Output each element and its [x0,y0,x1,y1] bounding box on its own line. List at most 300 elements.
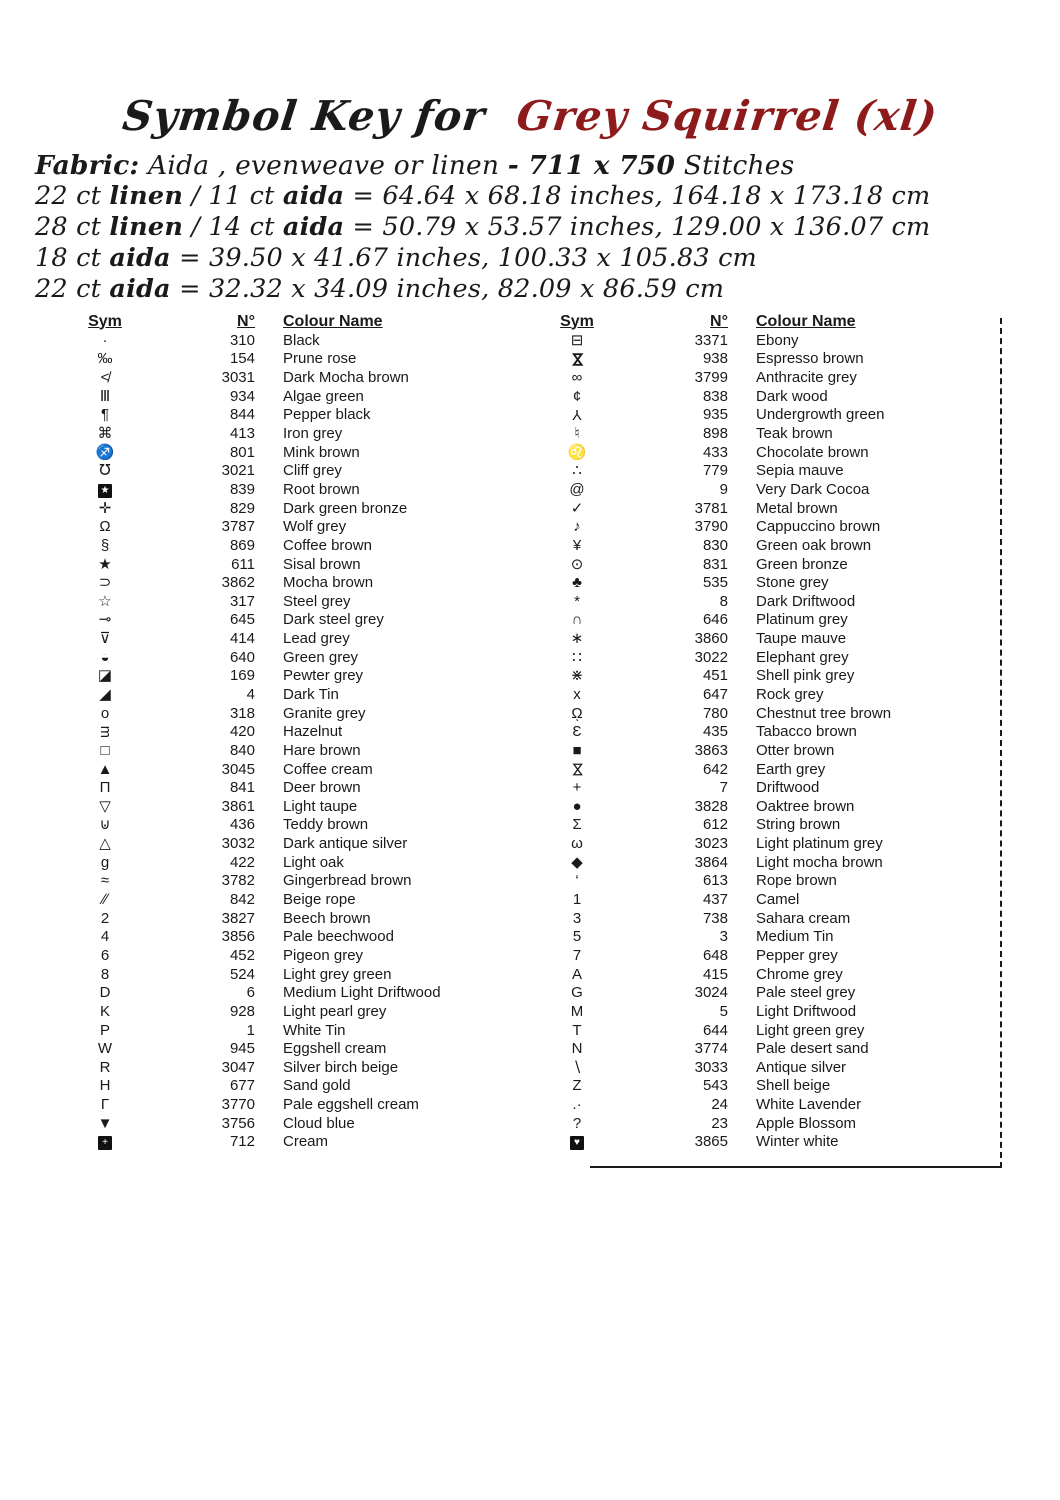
symbol-cell [60,855,150,870]
symbol-cell [548,780,606,795]
symbol-cell [548,538,606,553]
colour-name-cell: Shell beige [756,1077,831,1095]
colour-name-cell: Pale beechwood [283,928,394,946]
fabric-spec-text: aida [282,181,345,211]
header-colour-name: Colour Name [283,312,383,330]
symbol-cell [60,985,150,1000]
colour-name-cell: Beige rope [283,891,356,909]
symbol-cell [548,668,606,683]
symbol-cell [548,426,606,441]
symbol-cell [548,985,606,1000]
stitch-symbol: ⌘ [97,425,113,443]
symbol-cell [548,1004,606,1019]
number-cell: 3021 [221,462,255,480]
colour-name-cell: Pale desert sand [756,1040,869,1058]
symbol-cell [60,817,150,832]
symbol-cell [60,836,150,851]
colour-name-cell: Apple Blossom [756,1114,857,1132]
table-row [60,629,522,648]
colour-name-cell: White Tin [283,1021,346,1039]
table-row [60,946,522,965]
number-cell: 451 [702,667,728,685]
number-cell: 3860 [694,630,728,648]
table-row [548,517,1003,536]
number-cell: 839 [229,480,255,498]
stitch-symbol: Ɛ [572,723,582,741]
stitch-symbol: Σ [572,816,582,834]
number-cell: 414 [229,630,255,648]
table-row [548,834,1003,853]
symbol-cell [60,594,150,609]
fabric-spec-text: = 39.50 x 41.67 inches, 100.33 x 105.83 cm [170,243,757,273]
table-row [548,965,1003,984]
colour-name-cell: Cliff grey [283,462,342,480]
fabric-spec-text: linen [109,212,184,242]
fabric-spec-text: / 11 ct [183,181,283,211]
table-row [548,443,1003,462]
number-cell: 3782 [221,872,255,890]
colour-name-cell: Metal brown [756,499,838,517]
symbol-cell [548,948,606,963]
table-row [548,1114,1003,1133]
table-row [548,853,1003,872]
symbol-cell [548,631,606,646]
number-cell: 646 [702,611,728,629]
table-row [60,368,522,387]
symbol-cell [60,631,150,646]
colour-name-cell: Steel grey [283,592,351,610]
stitch-symbol: P [99,1021,110,1039]
symbol-cell [60,463,150,478]
colour-name-cell: Lead grey [283,630,350,648]
colour-name-cell: Rope brown [756,872,837,890]
table-row [548,685,1003,704]
colour-name-cell: Green oak brown [756,536,872,554]
table-row [60,1021,522,1040]
symbol-cell [60,799,150,814]
table-row [60,685,522,704]
number-cell: 830 [702,536,728,554]
number-cell: 3781 [694,499,728,517]
colour-name-cell: Light grey green [283,965,392,983]
table-row [60,722,522,741]
table-row [548,424,1003,443]
stitch-symbol: ∩ [571,611,583,629]
number-cell: 7 [719,779,728,797]
stitch-symbol: ♥ [570,1136,584,1150]
number-cell: 611 [231,555,255,573]
symbol-cell [548,1023,606,1038]
number-cell: 452 [229,946,255,964]
symbol-cell [548,389,606,404]
number-cell: 738 [702,909,728,927]
table-row [60,517,522,536]
table-right-border [1000,318,1002,1168]
colour-name-cell: Pigeon grey [283,946,364,964]
colour-name-cell: Oaktree brown [756,797,855,815]
symbol-cell [548,501,606,516]
colour-name-cell: Cloud blue [283,1114,355,1132]
stitch-symbol: g [100,853,110,871]
stitch-symbol: Π [99,779,111,797]
colour-name-cell: Pepper black [283,406,371,424]
stitch-symbol: ♐ [95,443,115,461]
colour-name-cell: Light taupe [283,797,358,815]
number-cell: 5 [719,1002,728,1020]
symbol-cell [60,780,150,795]
colour-name-cell: Taupe mauve [756,630,847,648]
header-colour-name: Colour Name [756,312,856,330]
table-row [60,1039,522,1058]
table-row [60,592,522,611]
symbol-cell [548,873,606,888]
symbol-cell [60,873,150,888]
stitch-symbol: ▽ [99,797,111,815]
table-row [548,890,1003,909]
stitch-symbol: A [571,965,582,983]
number-cell: 3856 [221,928,255,946]
colour-name-cell: Camel [756,891,800,909]
colour-name-cell: Cream [283,1133,329,1151]
number-cell: 642 [702,760,728,778]
table-row [548,778,1003,797]
colour-name-cell: Eggshell cream [283,1040,387,1058]
number-cell: 6 [246,984,255,1002]
table-bottom-border [590,1166,1002,1168]
fabric-spec-text: aida [109,243,171,273]
colour-name-cell: Pale eggshell cream [283,1096,419,1114]
symbol-cell [60,668,150,683]
colour-name-cell: Pale steel grey [756,984,856,1002]
stitch-symbol: 8 [100,965,110,983]
table-row [548,499,1003,518]
table-row [60,499,522,518]
fabric-spec-text: 18 ct [35,243,110,273]
table-row [60,704,522,723]
colour-name-cell: Root brown [283,480,360,498]
symbol-cell [548,351,606,367]
number-cell: 869 [229,536,255,554]
symbol-cell [548,407,606,422]
stitch-symbol: ¥ [572,536,582,554]
table-row [548,946,1003,965]
colour-name-cell: Medium Light Driftwood [283,984,441,1002]
symbol-cell [60,1097,150,1112]
stitch-symbol: ⊃ [98,574,112,592]
header-num: N° [710,312,728,330]
symbol-cell [60,1060,150,1075]
table-row [60,909,522,928]
number-cell: 935 [702,406,728,424]
number-cell: 712 [229,1133,255,1151]
table-row [548,704,1003,723]
number-cell: 3862 [221,574,255,592]
stitch-symbol: ✛ [98,499,112,517]
symbol-cell [548,687,606,702]
stitch-symbol: 1 [572,891,582,909]
table-row [60,1133,522,1152]
stitch-symbol: · [102,331,108,349]
number-cell: 945 [229,1040,255,1058]
stitch-symbol: + [572,779,582,797]
number-cell: 310 [229,331,255,349]
colour-name-cell: Light Driftwood [756,1002,857,1020]
fabric-spec [35,150,1035,305]
table-row [548,1002,1003,1021]
colour-name-cell: Winter white [756,1133,839,1151]
table-row [548,909,1003,928]
symbol-cell [548,557,606,572]
stitch-symbol: 2 [100,909,110,927]
table-row [548,1095,1003,1114]
stitch-symbol: + [98,1136,112,1150]
stitch-symbol: ℧ [99,462,111,480]
table-row [548,797,1003,816]
table-row [548,480,1003,499]
symbol-cell [548,799,606,814]
number-cell: 535 [702,574,728,592]
colour-name-cell: Teak brown [756,425,833,443]
title-prefix: Symbol Key for [119,92,488,140]
table-row [60,1002,522,1021]
header-sym: Sym [88,312,122,330]
fabric-spec-text: = 50.79 x 53.57 inches, 129.00 x 136.07 cm [344,212,931,242]
colour-name-cell: Otter brown [756,741,835,759]
table-row [60,573,522,592]
table-row [60,406,522,425]
colour-name-cell: Cappuccino brown [756,518,881,536]
table-row [60,555,522,574]
colour-name-cell: Hare brown [283,741,361,759]
table-row [60,443,522,462]
table-row [60,834,522,853]
colour-name-cell: Dark Mocha brown [283,369,409,387]
symbol-cell [60,426,150,441]
stitch-symbol: ☆ [98,592,112,610]
symbol-cell [60,650,150,665]
number-cell: 779 [702,462,728,480]
symbol-cell [548,724,606,739]
colour-name-cell: Medium Tin [756,928,834,946]
stitch-symbol: ◆ [571,853,583,871]
colour-name-cell: Coffee brown [283,536,372,554]
symbol-cell [548,612,606,627]
symbol-table-right [548,312,1003,1151]
symbol-table-left [60,312,522,1151]
number-cell: 844 [229,406,255,424]
stitch-symbol: N [571,1040,583,1058]
table-row [60,480,522,499]
symbol-cell [60,481,150,498]
stitch-symbol: 7 [572,946,582,964]
colour-name-cell: Espresso brown [756,350,864,368]
symbol-cell [548,482,606,497]
symbol-cell [548,1133,606,1150]
number-cell: 647 [702,685,728,703]
symbol-cell [548,892,606,907]
symbol-cell [548,370,606,385]
fabric-spec-line [35,243,1035,274]
table-row [548,1077,1003,1096]
number-cell: 3047 [221,1058,255,1076]
fabric-spec-text: 22 ct [35,181,110,211]
symbol-cell [60,1041,150,1056]
colour-name-cell: Gingerbread brown [283,872,412,890]
table-row [548,387,1003,406]
colour-name-cell: Light pearl grey [283,1002,387,1020]
table-row [60,331,522,350]
number-cell: 938 [702,350,728,368]
stitch-symbol: Y [571,406,582,424]
symbol-cell [60,724,150,739]
stitch-symbol: ♣ [572,574,582,592]
colour-name-cell: Wolf grey [283,518,347,536]
table-row [548,629,1003,648]
table-row [60,816,522,835]
fabric-spec-text: 22 ct [35,274,110,304]
table-row [548,667,1003,686]
stitch-symbol: G [571,984,583,1002]
symbol-cell [548,1078,606,1093]
number-cell: 644 [702,1021,728,1039]
table-row [548,648,1003,667]
stitch-symbol: ✓ [570,499,584,517]
number-cell: 3756 [221,1114,255,1132]
stitch-symbol: ∗ [570,630,584,648]
number-cell: 3022 [694,648,728,666]
number-cell: 169 [229,667,255,685]
symbol-cell [548,967,606,982]
number-cell: 318 [229,704,255,722]
colour-name-cell: Pepper grey [756,946,838,964]
table-row [548,1133,1003,1152]
table-row [60,778,522,797]
colour-name-cell: Light platinum grey [756,835,883,853]
stitch-symbol: o [100,704,110,722]
table-row [60,667,522,686]
number-cell: 437 [702,891,728,909]
colour-name-cell: Ebony [756,331,799,349]
table-header [548,312,1003,331]
table-row [548,722,1003,741]
stitch-symbol: ♮ [574,425,580,443]
number-cell: 8 [719,592,728,610]
number-cell: 841 [229,779,255,797]
symbol-cell [548,1041,606,1056]
colour-name-cell: Algae green [283,387,364,405]
number-cell: 840 [229,741,255,759]
symbol-cell [548,650,606,665]
symbol-cell [60,1116,150,1131]
symbol-cell [60,762,150,777]
number-cell: 3863 [694,741,728,759]
table-row [60,983,522,1002]
stitch-symbol: H [99,1077,111,1095]
number-cell: 317 [229,592,255,610]
fabric-spec-text: aida [282,212,345,242]
stitch-symbol: ῼ [571,704,583,722]
colour-name-cell: Dark antique silver [283,835,408,853]
number-cell: 3864 [694,853,728,871]
stitch-symbol: ¢ [572,387,582,405]
number-cell: 801 [229,443,255,461]
colour-name-cell: Tabacco brown [756,723,857,741]
stitch-symbol: Z [572,1077,582,1095]
stitch-symbol: ⊍ [99,816,111,834]
symbol-cell [60,687,150,702]
number-cell: 436 [229,816,255,834]
stitch-symbol: Γ [100,1096,110,1114]
stitch-symbol: x [573,685,581,703]
table-row [548,928,1003,947]
number-cell: 3 [719,928,728,946]
stitch-symbol: ‰ [97,350,113,368]
table-row [548,555,1003,574]
symbol-cell [60,929,150,944]
table-row [548,592,1003,611]
stitch-symbol: 3 [572,909,582,927]
number-cell: 3865 [694,1133,728,1151]
number-cell: 640 [229,648,255,666]
symbol-cell [60,501,150,516]
table-row [548,1021,1003,1040]
table-row [548,350,1003,369]
colour-name-cell: Elephant grey [756,648,849,666]
symbol-cell [60,370,150,385]
number-cell: 433 [702,443,728,461]
fabric-spec-line [35,181,1035,212]
table-row [548,406,1003,425]
table-row [60,424,522,443]
table-row [60,387,522,406]
table-row [60,1095,522,1114]
number-cell: 3033 [694,1058,728,1076]
stitch-symbol: ∞ [571,369,583,387]
stitch-symbol: Ω [99,518,111,536]
colour-name-cell: Deer brown [283,779,361,797]
stitch-symbol: ≈ [100,872,110,890]
table-row [60,928,522,947]
symbol-cell [548,333,606,348]
fabric-spec-text: Aida , evenweave or linen [139,150,508,181]
number-cell: 3774 [694,1040,728,1058]
number-cell: 422 [229,853,255,871]
table-row [60,872,522,891]
stitch-symbol: 5 [572,928,582,946]
number-cell: 612 [702,816,728,834]
stitch-symbol: K [99,1002,110,1020]
colour-name-cell: Dark green bronze [283,499,408,517]
stitch-symbol: ∴ [572,462,582,480]
colour-name-cell: Sisal brown [283,555,361,573]
symbol-cell [60,948,150,963]
symbol-cell [548,706,606,721]
colour-name-cell: Earth grey [756,760,826,778]
symbol-cell [548,817,606,832]
colour-name-cell: Pewter grey [283,667,364,685]
number-cell: 829 [229,499,255,517]
table-row [548,760,1003,779]
symbol-cell [548,463,606,478]
table-row [548,816,1003,835]
colour-name-cell: Prune rose [283,350,357,368]
fabric-spec-text: - 711 x 750 [507,150,676,181]
table-row [60,461,522,480]
table-row [60,741,522,760]
number-cell: 1 [246,1021,255,1039]
colour-name-cell: White Lavender [756,1096,862,1114]
number-cell: 413 [229,425,255,443]
